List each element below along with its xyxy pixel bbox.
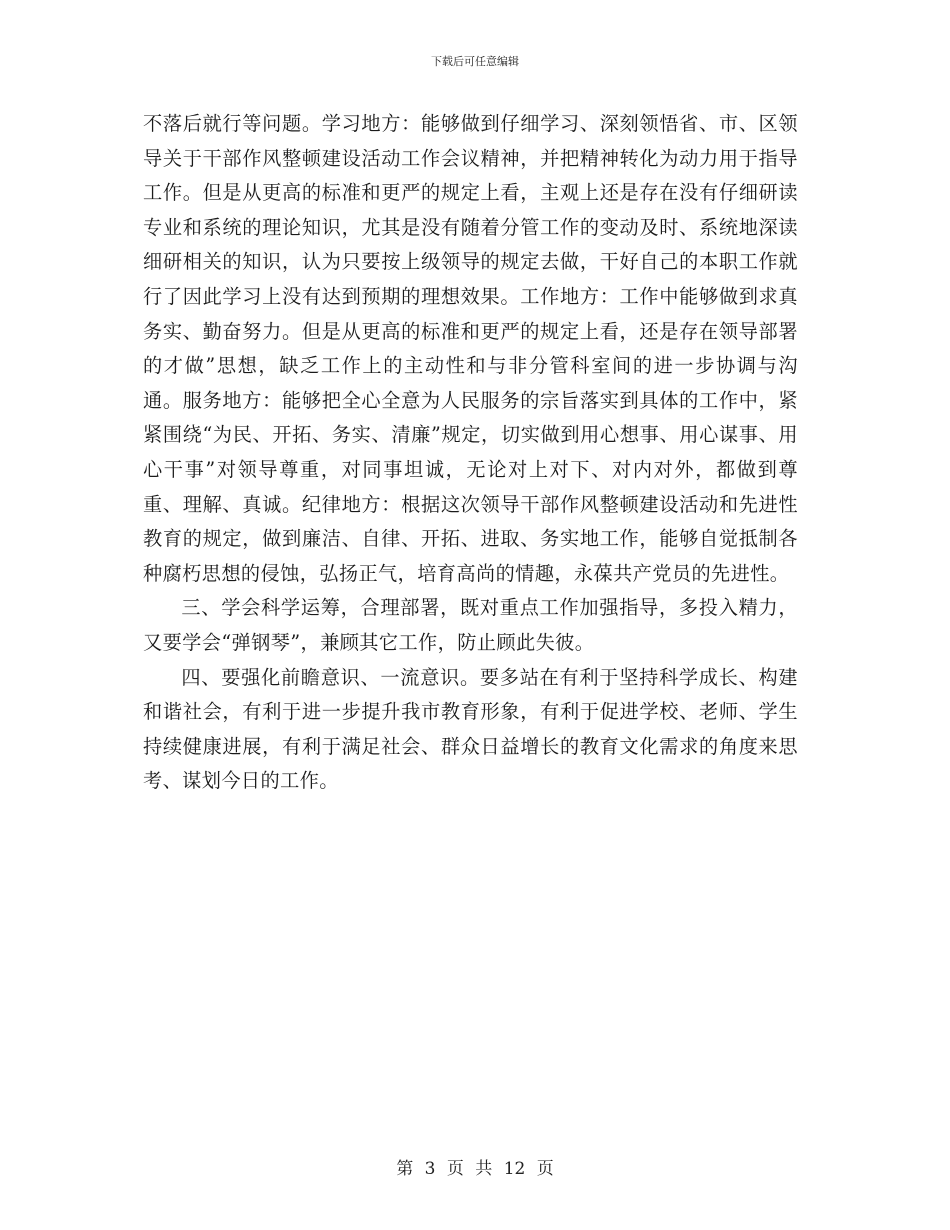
header-note: 下载后可任意编辑 bbox=[431, 55, 519, 68]
paragraph-section-four: 四、要强化前瞻意识、一流意识。要多站在有利于坚持科学成长、构建和谐社会，有利于进一步提升我市教育形象，有利于促进学校、老师、学生持续健康进展，有利于满足社会、群众日益增长的教育文化需求的角度来思考、谋划今日的工作。 bbox=[143, 665, 798, 793]
document-body bbox=[143, 107, 798, 799]
paragraph-continued: 不落后就行等问题。学习地方：能够做到仔细学习、深刻领悟省、市、区领导关于干部作风整顿建设活动工作会议精神，并把精神转化为动力用于指导工作。但是从更高的标准和更严的规定上看，主观上还是存在没有仔细研读专业和系统的理论知识，尤其是没有随着分管工作的变动及时、系统地深读细研相关的知识，认为只要按上级领导的规定去做，干好自己的本职工作就行了因此学习上没有达到预期的理想效果。工作地方：工作中能够做到求真务实、勤奋努力。但是从更高的标准和更严的规定上看，还是存在领导部署的才做”思想，缺乏工作上的主动性和与非分管科室间的进一步协调与沟通。服务地方：能够把全心全意为人民服务的宗旨落实到具体的工作中，紧紧围绕“为民、开拓、务实、清廉”规定，切实做到用心想事、用心谋事、用心干事”对领导尊重，对同事坦诚，无论对上对下、对内对外，都做到尊重、理解、真诚。纪律地方：根据这次领导干部作风整顿建设活动和先进性教育的规定，做到廉洁、自律、开拓、进取、务实地工作，能够自觉抵制各种腐朽思想的侵蚀，弘扬正气，培育高尚的情趣，永葆共产党员的先进性。 bbox=[143, 112, 798, 585]
page-number-footer: 第 3 页 共 12 页 bbox=[396, 1159, 554, 1179]
paragraph-section-three: 三、学会科学运筹，合理部署，既对重点工作加强指导，多投入精力，又要学会“弹钢琴”，兼顾其它工作，防止顾此失彼。 bbox=[143, 596, 798, 654]
